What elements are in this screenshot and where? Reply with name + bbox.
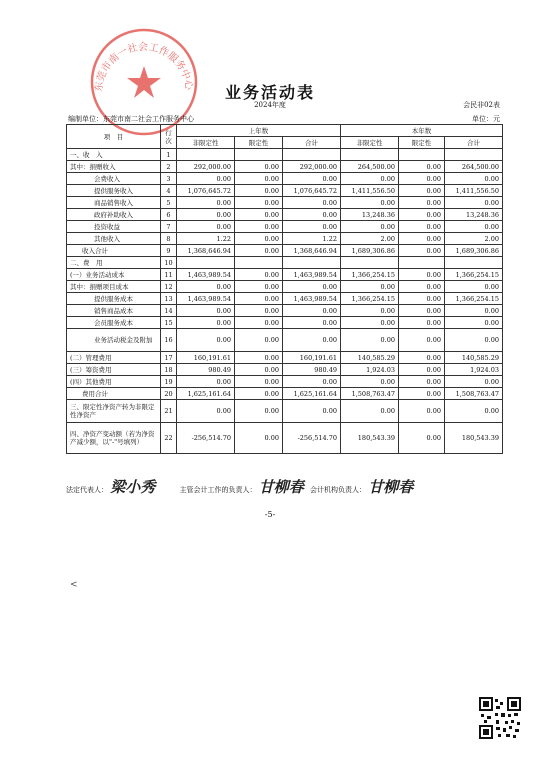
- value-cell: 1,463,989.54: [177, 293, 235, 305]
- value-cell: 0.00: [235, 423, 283, 454]
- row-label: (四）其他费用: [67, 376, 161, 388]
- value-cell: 0.00: [341, 173, 399, 185]
- value-cell: 0.00: [399, 364, 445, 376]
- table-row: [67, 305, 503, 317]
- value-cell: 0.00: [235, 245, 283, 257]
- value-cell: 1,368,646.94: [283, 245, 341, 257]
- row-number: 1: [161, 149, 177, 161]
- table-row: [67, 197, 503, 209]
- value-cell: 0.00: [445, 329, 503, 352]
- value-cell: 980.49: [177, 364, 235, 376]
- value-cell: 264,500.00: [445, 161, 503, 173]
- value-cell: 0.00: [341, 329, 399, 352]
- row-label: 提供服务成本: [67, 293, 161, 305]
- value-cell: 1,508,763.47: [445, 388, 503, 400]
- row-number: 11: [161, 269, 177, 281]
- form-code: 会民非02表: [463, 101, 500, 109]
- value-cell: 0.00: [235, 281, 283, 293]
- value-cell: 264,500.00: [341, 161, 399, 173]
- value-cell: 0.00: [235, 173, 283, 185]
- table-row: [67, 376, 503, 388]
- row-number: 7: [161, 221, 177, 233]
- table-row: [67, 423, 503, 454]
- table-row: [67, 185, 503, 197]
- table-row: [67, 173, 503, 185]
- header-this-year: 本年数: [341, 125, 503, 137]
- row-label: (一）业务活动成本: [67, 269, 161, 281]
- row-label: (三）筹资费用: [67, 364, 161, 376]
- value-cell: 292,000.00: [177, 161, 235, 173]
- value-cell: 0.00: [177, 305, 235, 317]
- value-cell: 0.00: [283, 329, 341, 352]
- acct-head-label: 主管会计工作的负责人：: [179, 486, 257, 494]
- value-cell: 0.00: [235, 233, 283, 245]
- margin-mark: <: [70, 580, 78, 590]
- value-cell: 1.22: [283, 233, 341, 245]
- row-number: 18: [161, 364, 177, 376]
- row-number: 13: [161, 293, 177, 305]
- value-cell: 0.00: [445, 173, 503, 185]
- value-cell: 0.00: [177, 376, 235, 388]
- value-cell: 0.00: [341, 221, 399, 233]
- row-label: 政府补助收入: [67, 209, 161, 221]
- table-row: [67, 161, 503, 173]
- value-cell: 1,463,989.54: [177, 269, 235, 281]
- value-cell: 0.00: [399, 305, 445, 317]
- value-cell: 2.00: [341, 233, 399, 245]
- row-number: 8: [161, 233, 177, 245]
- value-cell: 0.00: [177, 317, 235, 329]
- acct-head-signature: 甘柳春: [258, 478, 304, 496]
- header-item: 项 目: [67, 125, 161, 149]
- value-cell: 0.00: [235, 221, 283, 233]
- row-number: 17: [161, 352, 177, 364]
- value-cell: 0.00: [235, 197, 283, 209]
- value-cell: 0.00: [341, 376, 399, 388]
- value-cell: 0.00: [341, 305, 399, 317]
- header-ly-total: 合计: [283, 137, 341, 149]
- row-number: 12: [161, 281, 177, 293]
- value-cell: 180,543.39: [341, 423, 399, 454]
- value-cell: 0.00: [399, 173, 445, 185]
- row-label: 费用合计: [67, 388, 161, 400]
- value-cell: 0.00: [399, 329, 445, 352]
- value-cell: 0.00: [445, 317, 503, 329]
- table-row: [67, 400, 503, 423]
- value-cell: 0.00: [235, 269, 283, 281]
- header-ty-total: 合计: [445, 137, 503, 149]
- value-cell: 0.00: [399, 245, 445, 257]
- value-cell: 180,543.39: [445, 423, 503, 454]
- value-cell: 0.00: [235, 209, 283, 221]
- table-row: [67, 245, 503, 257]
- row-label: (二）管理费用: [67, 352, 161, 364]
- value-cell: 0.00: [283, 209, 341, 221]
- signature-row: [66, 476, 502, 497]
- value-cell: 0.00: [341, 317, 399, 329]
- value-cell: 0.00: [445, 305, 503, 317]
- table-row: [67, 317, 503, 329]
- table-row: [67, 209, 503, 221]
- value-cell: [177, 257, 235, 269]
- value-cell: -256,514.70: [283, 423, 341, 454]
- row-number: 19: [161, 376, 177, 388]
- value-cell: 0.00: [399, 281, 445, 293]
- row-label: 其中：捐赠项目成本: [67, 281, 161, 293]
- value-cell: 0.00: [283, 221, 341, 233]
- value-cell: 1,625,161.64: [177, 388, 235, 400]
- row-label: 会费收入: [67, 173, 161, 185]
- value-cell: 0.00: [399, 400, 445, 423]
- row-number: 5: [161, 197, 177, 209]
- value-cell: 0.00: [283, 173, 341, 185]
- table-row: [67, 293, 503, 305]
- row-label: 会员服务成本: [67, 317, 161, 329]
- value-cell: 0.00: [399, 161, 445, 173]
- value-cell: 0.00: [399, 293, 445, 305]
- value-cell: 1,411,556.50: [445, 185, 503, 197]
- value-cell: 0.00: [399, 221, 445, 233]
- row-label: 其他收入: [67, 233, 161, 245]
- row-number: 9: [161, 245, 177, 257]
- value-cell: [399, 257, 445, 269]
- value-cell: 1,366,254.15: [341, 293, 399, 305]
- row-number: 14: [161, 305, 177, 317]
- value-cell: 0.00: [399, 233, 445, 245]
- value-cell: [235, 257, 283, 269]
- svg-text:东莞市南一社会工作服务中心: 东莞市南一社会工作服务中心: [93, 41, 195, 93]
- value-cell: [399, 149, 445, 161]
- page-number: -5-: [264, 510, 276, 519]
- value-cell: 1,076,645.72: [177, 185, 235, 197]
- value-cell: 1,366,254.15: [445, 293, 503, 305]
- value-cell: [283, 149, 341, 161]
- value-cell: 0.00: [283, 197, 341, 209]
- value-cell: 1,366,254.15: [445, 269, 503, 281]
- value-cell: 1,689,306.86: [445, 245, 503, 257]
- report-title: 业务活动表: [224, 83, 315, 102]
- value-cell: [283, 257, 341, 269]
- value-cell: 0.00: [235, 161, 283, 173]
- value-cell: 0.00: [283, 376, 341, 388]
- activity-table: [66, 124, 503, 454]
- table-row: [67, 388, 503, 400]
- value-cell: 0.00: [235, 317, 283, 329]
- value-cell: 0.00: [283, 305, 341, 317]
- value-cell: 0.00: [399, 185, 445, 197]
- value-cell: 160,191.61: [177, 352, 235, 364]
- preparing-unit: 编制单位：东莞市南二社会工作服务中心: [68, 115, 194, 123]
- row-label: 投资收益: [67, 221, 161, 233]
- value-cell: 0.00: [341, 400, 399, 423]
- row-label: 一、收 入: [67, 149, 161, 161]
- value-cell: 0.00: [399, 388, 445, 400]
- value-cell: 0.00: [445, 221, 503, 233]
- value-cell: 0.00: [399, 352, 445, 364]
- value-cell: [341, 149, 399, 161]
- value-cell: 0.00: [399, 423, 445, 454]
- table-row: [67, 364, 503, 376]
- value-cell: 0.00: [235, 388, 283, 400]
- value-cell: 0.00: [399, 269, 445, 281]
- value-cell: 1,689,306.86: [341, 245, 399, 257]
- value-cell: 980.49: [283, 364, 341, 376]
- table-row: [67, 352, 503, 364]
- report-year: 2024年度: [254, 101, 286, 109]
- value-cell: 0.00: [283, 317, 341, 329]
- value-cell: 0.00: [283, 400, 341, 423]
- row-label: 提供服务收入: [67, 185, 161, 197]
- value-cell: 0.00: [341, 281, 399, 293]
- row-number: 16: [161, 329, 177, 352]
- value-cell: 1,924.03: [341, 364, 399, 376]
- value-cell: 1.22: [177, 233, 235, 245]
- currency-unit: 单位：元: [472, 115, 500, 123]
- value-cell: [177, 149, 235, 161]
- acct-org-label: 会计机构负责人：: [309, 486, 366, 494]
- row-label: 三、限定性净资产转为非限定性净资产: [67, 400, 161, 423]
- row-number: 2: [161, 161, 177, 173]
- table-row: [67, 149, 503, 161]
- qr-code-icon: [478, 696, 522, 740]
- row-label: 销售商品成本: [67, 305, 161, 317]
- row-number: 15: [161, 317, 177, 329]
- value-cell: 140,585.29: [341, 352, 399, 364]
- table-row: [67, 269, 503, 281]
- table-row: [67, 329, 503, 352]
- value-cell: [445, 257, 503, 269]
- row-number: 21: [161, 400, 177, 423]
- row-number: 22: [161, 423, 177, 454]
- value-cell: 0.00: [235, 400, 283, 423]
- row-number: 20: [161, 388, 177, 400]
- value-cell: 0.00: [235, 185, 283, 197]
- value-cell: 292,000.00: [283, 161, 341, 173]
- table-row: [67, 221, 503, 233]
- value-cell: 0.00: [177, 329, 235, 352]
- row-number: 4: [161, 185, 177, 197]
- value-cell: 1,076,645.72: [283, 185, 341, 197]
- row-label: 业务活动税金及附加: [67, 329, 161, 352]
- header-last-year: 上年数: [177, 125, 341, 137]
- value-cell: 0.00: [445, 376, 503, 388]
- value-cell: 0.00: [235, 305, 283, 317]
- value-cell: 0.00: [235, 329, 283, 352]
- header-row-no: 行次: [161, 125, 177, 149]
- header-ly-unrestricted: 非限定性: [177, 137, 235, 149]
- value-cell: 0.00: [177, 209, 235, 221]
- value-cell: 0.00: [235, 352, 283, 364]
- table-row: [67, 257, 503, 269]
- row-number: 6: [161, 209, 177, 221]
- row-label: 商品销售收入: [67, 197, 161, 209]
- header-ty-restricted: 限定性: [399, 137, 445, 149]
- row-label: 其中：捐赠收入: [67, 161, 161, 173]
- value-cell: 0.00: [445, 400, 503, 423]
- row-label: 四、净资产变动额（若为净资产减少额，以"-"号填列）: [67, 423, 161, 454]
- value-cell: 0.00: [177, 400, 235, 423]
- value-cell: 1,368,646.94: [177, 245, 235, 257]
- value-cell: 0.00: [399, 197, 445, 209]
- value-cell: 0.00: [445, 197, 503, 209]
- value-cell: 13,248.36: [341, 209, 399, 221]
- value-cell: 1,463,989.54: [283, 269, 341, 281]
- value-cell: 0.00: [399, 209, 445, 221]
- value-cell: 0.00: [177, 281, 235, 293]
- value-cell: 0.00: [341, 197, 399, 209]
- value-cell: 0.00: [399, 317, 445, 329]
- value-cell: 0.00: [235, 376, 283, 388]
- value-cell: 0.00: [235, 364, 283, 376]
- value-cell: 1,508,763.47: [341, 388, 399, 400]
- header-ly-restricted: 限定性: [235, 137, 283, 149]
- value-cell: [445, 149, 503, 161]
- value-cell: 1,924.03: [445, 364, 503, 376]
- value-cell: [235, 149, 283, 161]
- value-cell: 1,366,254.15: [341, 269, 399, 281]
- value-cell: [341, 257, 399, 269]
- row-label: 二、费 用: [67, 257, 161, 269]
- value-cell: 1,463,989.54: [283, 293, 341, 305]
- table-row: [67, 281, 503, 293]
- table-row: [67, 233, 503, 245]
- row-number: 10: [161, 257, 177, 269]
- value-cell: 1,411,556.50: [341, 185, 399, 197]
- value-cell: 0.00: [445, 281, 503, 293]
- value-cell: 2.00: [445, 233, 503, 245]
- value-cell: 0.00: [235, 293, 283, 305]
- value-cell: 0.00: [283, 281, 341, 293]
- acct-org-signature: 甘柳春: [368, 478, 414, 496]
- legal-rep-label: 法定代表人：: [66, 486, 108, 494]
- value-cell: 1,625,161.64: [283, 388, 341, 400]
- row-label: 收入合计: [67, 245, 161, 257]
- legal-rep-signature: 梁小秀: [110, 478, 156, 496]
- header-ty-unrestricted: 非限定性: [341, 137, 399, 149]
- value-cell: 140,585.29: [445, 352, 503, 364]
- value-cell: 0.00: [177, 197, 235, 209]
- value-cell: 160,191.61: [283, 352, 341, 364]
- row-number: 3: [161, 173, 177, 185]
- value-cell: -256,514.70: [177, 423, 235, 454]
- value-cell: 0.00: [177, 173, 235, 185]
- value-cell: 13,248.36: [445, 209, 503, 221]
- value-cell: 0.00: [177, 221, 235, 233]
- value-cell: 0.00: [399, 376, 445, 388]
